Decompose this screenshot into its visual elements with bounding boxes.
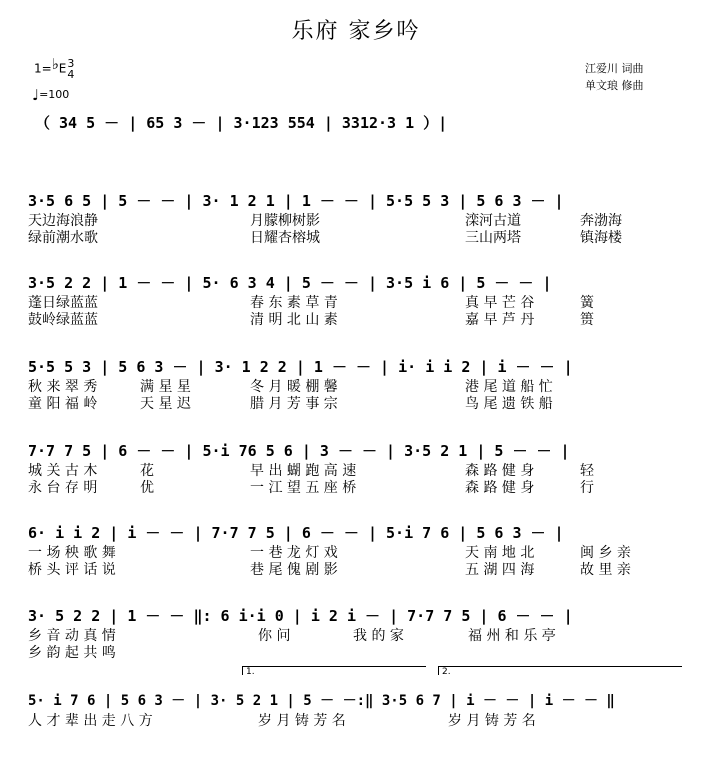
lyric: 冬 月 暖 棚 馨 — [250, 379, 338, 395]
lyric: 优 — [140, 480, 154, 496]
key-signature — [34, 54, 75, 81]
lyric: 奔渤海 — [580, 213, 622, 229]
lyric: 故 里 亲 — [580, 562, 631, 578]
lyric: 闽 乡 亲 — [580, 545, 631, 561]
volta-second-ending: 2. — [438, 666, 682, 675]
reviser-credit: 单文琅 修曲 — [585, 79, 644, 92]
lyric: 一 江 望 五 座 桥 — [250, 480, 357, 496]
notes-line: 5· i 7 6 | 5 6 3 － | 3· 5 2 1 | 5 － －:‖ 3·5 6 7 | i － － | i － － ‖ — [28, 693, 615, 709]
lyric: 绿前潮水歌 — [28, 230, 98, 246]
notes-line: 3·5 6 5 | 5 － － | 3· 1 2 1 | 1 － － | 5·5 5 3 | 5 6 3 － | — [28, 192, 564, 210]
lyric: 乡 音 动 真 情 — [28, 628, 116, 644]
lyric: 一 巷 龙 灯 戏 — [250, 545, 338, 561]
lyric: 五 湖 四 海 — [465, 562, 535, 578]
lyric: 行 — [580, 480, 594, 496]
lyric: 腊 月 芳 事 宗 — [250, 396, 338, 412]
key-tonic: E — [58, 61, 67, 76]
lyric: 岁 月 铸 芳 名 — [258, 713, 346, 729]
lyric: 蓬日绿蓝蓝 — [28, 295, 98, 311]
notes-line: 3· 5 2 2 | 1 － － ‖: 6 i·i 0 | i 2 i － | 7·7 7 5 | 6 － － | — [28, 607, 573, 625]
notes-line: 3·5 2 2 | 1 － － | 5· 6 3 4 | 5 － － | 3·5 i 6 | 5 － － | — [28, 274, 552, 292]
lyric: 早 出 蝴 跑 高 速 — [250, 463, 357, 479]
lyric: 簧 — [580, 295, 594, 311]
lyric: 你 问 — [258, 628, 291, 644]
lyric: 篑 — [580, 312, 594, 328]
lyric: 鼓岭绿蓝蓝 — [28, 312, 98, 328]
lyric: 镇海楼 — [580, 230, 622, 246]
lyric: 岁 月 铸 芳 名 — [448, 713, 536, 729]
time-signature — [67, 58, 74, 80]
lyric: 我 的 家 — [353, 628, 404, 644]
tempo-value: =100 — [39, 88, 70, 101]
lyric: 轻 — [580, 463, 594, 479]
tempo-marking — [32, 86, 69, 104]
lyric: 森 路 健 身 — [465, 463, 535, 479]
credits — [585, 60, 644, 94]
lyric: 桥 头 评 话 说 — [28, 562, 116, 578]
lyric: 月朦柳树影 — [250, 213, 320, 229]
lyric: 城 关 古 木 — [28, 463, 98, 479]
lyric: 一 场 秧 歌 舞 — [28, 545, 116, 561]
lyric: 天边海浪静 — [28, 213, 98, 229]
notes-line: 5·5 5 3 | 5 6 3 － | 3· 1 2 2 | 1 － － | i· i i 2 | i － － | — [28, 358, 573, 376]
notes-line: 6· i i 2 | i － － | 7·7 7 5 | 6 － － | 5·i 7 6 | 5 6 3 － | — [28, 524, 564, 542]
lyric: 满 星 星 — [140, 379, 191, 395]
page-title: 乐府 家乡吟 — [291, 19, 421, 44]
lyric: 人 才 辈 出 走 八 方 — [28, 713, 153, 729]
lyric: 三山两塔 — [465, 230, 521, 246]
lyric: 嘉 早 芦 丹 — [465, 312, 535, 328]
lyric: 真 早 芒 谷 — [465, 295, 535, 311]
quarter-note-icon: ♩ — [32, 86, 40, 104]
lyric: 巷 尾 傀 剧 影 — [250, 562, 338, 578]
lyric: 森 路 健 身 — [465, 480, 535, 496]
lyric: 童 阳 福 岭 — [28, 396, 98, 412]
volta-first-ending: 1. — [242, 666, 426, 675]
lyric: 永 台 存 明 — [28, 480, 98, 496]
lyric: 花 — [140, 463, 154, 479]
lyric: 秋 来 翠 秀 — [28, 379, 98, 395]
lyric: 港 尾 道 船 忙 — [465, 379, 553, 395]
lyric: 乡 韵 起 共 鸣 — [28, 645, 116, 661]
lyric: 鸟 尾 遗 铁 船 — [465, 396, 553, 412]
notes-line: 7·7 7 5 | 6 － － | 5·i 76 5 6 | 3 － － | 3·5 2 1 | 5 － － | — [28, 442, 570, 460]
lyric: 滦河古道 — [465, 213, 521, 229]
intro-notes: （ 34 5 － | 65 3 － | 3·123 554 | 3312·3 1 ）| — [35, 114, 448, 132]
lyric: 清 明 北 山 素 — [250, 312, 338, 328]
time-bottom: 4 — [67, 68, 75, 81]
lyric: 日耀杏榕城 — [250, 230, 320, 246]
flat-sign: ♭ — [51, 54, 59, 73]
lyric: 天 南 地 北 — [465, 545, 535, 561]
lyric: 春 东 素 草 青 — [250, 295, 338, 311]
lyricist-credit: 江爱川 词曲 — [585, 62, 644, 75]
lyric: 福 州 和 乐 亭 — [468, 628, 556, 644]
time-top: 3 — [67, 57, 75, 70]
lyric: 天 星 迟 — [140, 396, 191, 412]
key-prefix: 1= — [34, 61, 52, 76]
